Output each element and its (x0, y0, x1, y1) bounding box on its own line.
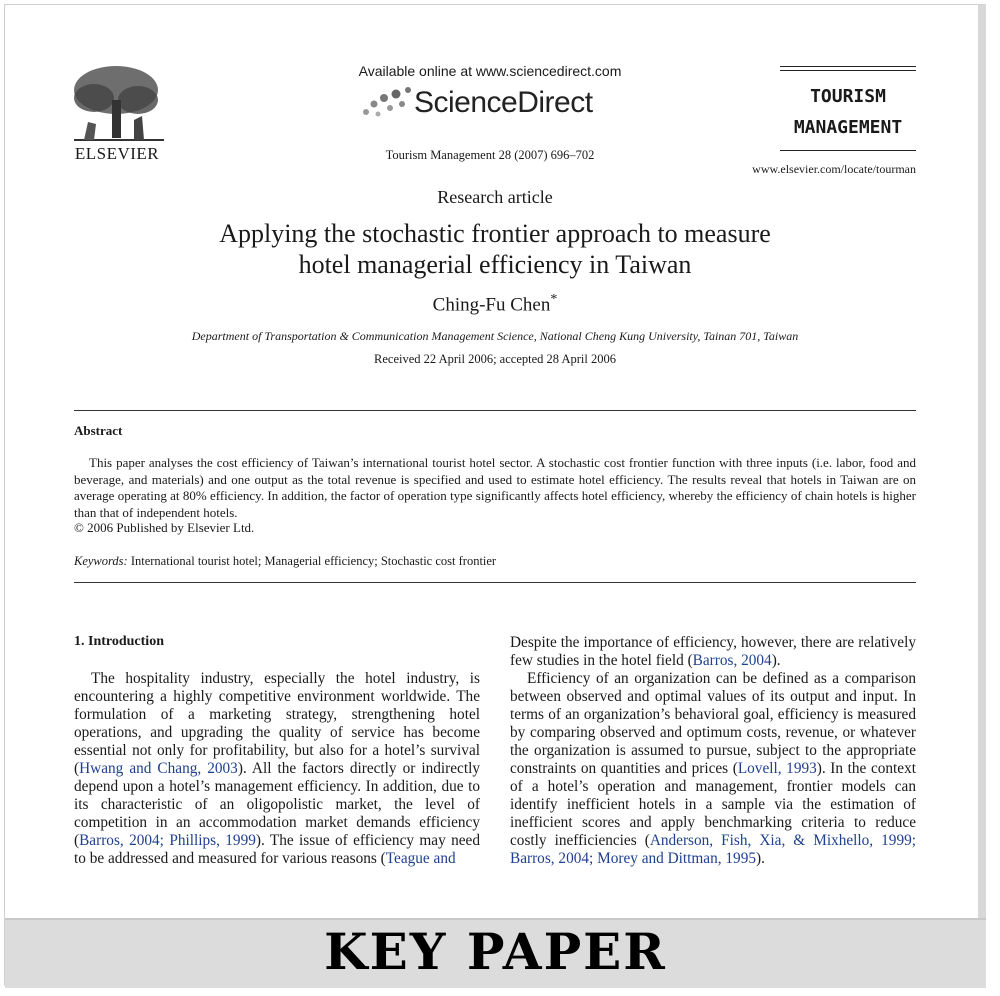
section-heading: 1. Introduction (74, 634, 164, 649)
author (300, 292, 690, 316)
journal-url: www.elsevier.com/locate/tourman (752, 162, 916, 176)
body-text: Despite the importance of efficiency, however, there are relatively few studies in the hotel field ( (510, 634, 916, 669)
body-text: ). (771, 652, 781, 669)
citation-link[interactable]: Barros, 2004 (692, 652, 772, 669)
efficiency-paragraph (510, 670, 916, 868)
right-column (510, 634, 916, 868)
journal-masthead (780, 66, 916, 150)
body-text: ). All the factors directly or indirectly depend upon a hotel’s management efficiency. In addition, due to its characteristic of an oligopolistic market, the level of competition in an accommodation market demands efficiency ( (74, 760, 480, 849)
citation-link[interactable]: Teague and (385, 850, 456, 867)
citation-link[interactable]: Barros, 2004; Phillips, 1999 (79, 832, 256, 849)
journal-reference: Tourism Management 28 (2007) 696–702 (385, 148, 595, 162)
affiliation: Department of Transportation & Communication Management Science, National Cheng Kung University, Tainan 701, Taiwan (191, 329, 799, 343)
article-title (120, 218, 870, 280)
abstract-bottom-rule (74, 582, 916, 583)
keywords-label: Keywords: (74, 554, 128, 568)
intro-paragraph (74, 670, 480, 868)
citation-link[interactable]: Hwang and Chang, 2003 (79, 760, 238, 777)
author-name: Ching-Fu Chen (432, 294, 551, 316)
body-text: ). (756, 850, 765, 867)
left-column (74, 670, 480, 868)
title-line-2: hotel managerial efficiency in Taiwan (298, 250, 692, 279)
key-paper-label: KEY PAPER (324, 922, 667, 981)
keywords (74, 554, 496, 569)
sciencedirect-wordmark: ScienceDirect (414, 86, 593, 119)
abstract-text: This paper analyses the cost efficiency of Taiwan’s international tourist hotel sector. A stochastic cost frontier function with three inputs (i.e. labor, food and beverage, and materials) and one output as the total revenue is specified and used to estimate hotel efficiency. The results reveal that hotels in Taiwan are on average operating at 80% efficiency. In addition, the factor of operation type significantly affects hotel efficiency, whereby the efficiency of chain hotels is higher than that of independent hotels. (74, 455, 916, 520)
received-dates: Received 22 April 2006; accepted 28 April 2006 (374, 352, 616, 366)
body-text: ). The issue of efficiency may need to be addressed and measured for various reasons ( (74, 832, 480, 867)
paragraph-continued (510, 634, 916, 670)
abstract-top-rule (74, 410, 916, 411)
article-type: Research article (437, 187, 553, 207)
citation-link[interactable]: Lovell, 1993 (737, 760, 817, 777)
author-mark: * (550, 292, 558, 307)
body-text: Efficiency of an organization can be defined as a comparison between observed and optimal values of its output and input. In terms of an organization’s behavioral goal, efficiency is measured by comparing observed and optimum costs, revenue, or whatever the organization is assumed to pursue, subject to the appropriate constraints on quantities and prices ( (510, 670, 916, 777)
journal-title-line1: TOURISM (810, 86, 886, 107)
copyright: © 2006 Published by Elsevier Ltd. (74, 520, 255, 535)
body-text: The hospitality industry, especially the hotel industry, is encountering a highly competitive environment worldwide. The formulation of a marketing strategy, strengthening hotel operations, and upgrading the quality of service has become essential not only for profitability, but also for a hotel’s survival ( (74, 670, 480, 777)
citation-link[interactable]: Anderson, Fish, Xia, & Mixhello, 1999; Barros, 2004; Morey and Dittman, 1995 (510, 832, 917, 867)
journal-title-line2: MANAGEMENT (793, 117, 903, 138)
body-text: ). In the context of a hotel’s operation and management, frontier models can identify inefficient hotels in a sample via the estimation of inefficient scores and apply benchmarking criteria to reduce costly inefficiencies ( (510, 760, 916, 849)
title-line-1: Applying the stochastic frontier approach to measure (219, 219, 771, 248)
sciencedirect-dots-icon (358, 82, 418, 122)
keywords-list: International tourist hotel; Managerial efficiency; Stochastic cost frontier (130, 554, 497, 568)
publisher-name: ELSEVIER (74, 144, 160, 163)
available-online: Available online at www.sciencedirect.com (358, 63, 622, 79)
abstract-heading: Abstract (74, 423, 123, 438)
